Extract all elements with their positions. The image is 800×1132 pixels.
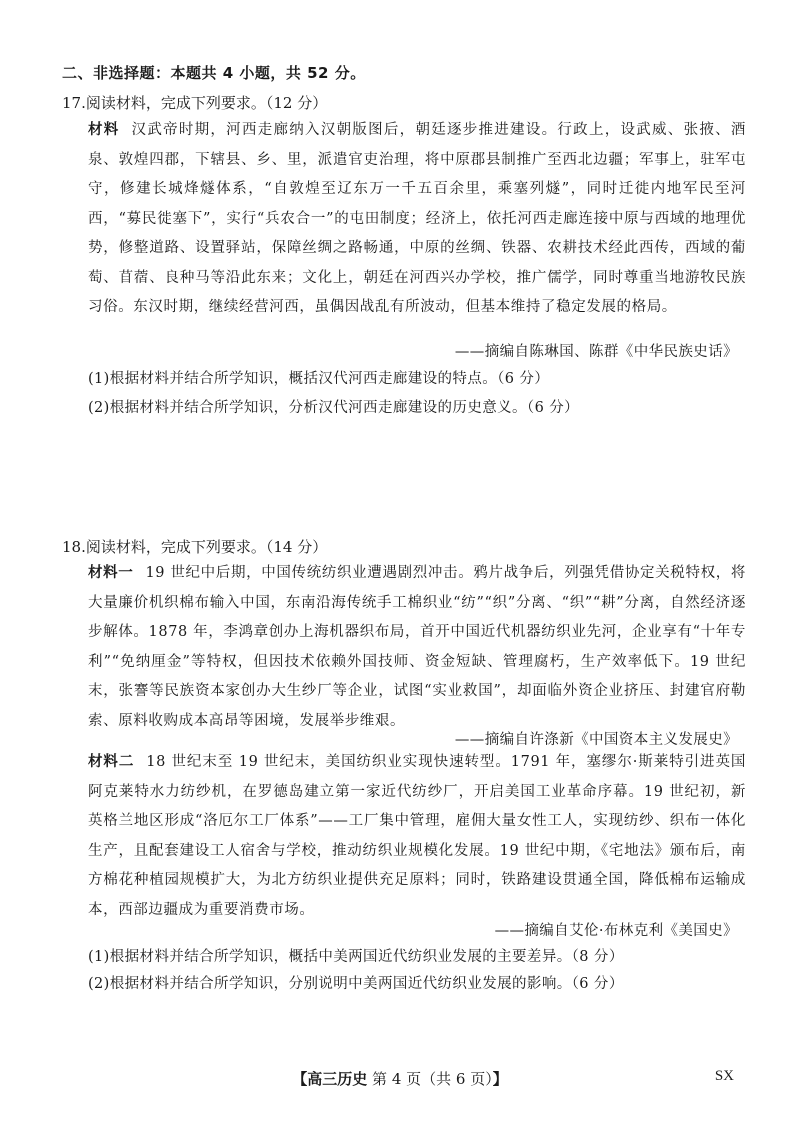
material-2-label: 材料二 bbox=[88, 754, 135, 770]
question-17-header: 17.阅读材料，完成下列要求。（12 分） bbox=[62, 94, 328, 112]
question-18-material-2 bbox=[88, 748, 746, 925]
question-18-source-2: ——摘编自艾伦·布林克利《美国史》 bbox=[494, 923, 738, 939]
question-17-sub-1: (1)根据材料并结合所学知识，概括汉代河西走廊建设的特点。（6 分） bbox=[88, 371, 550, 387]
section-title: 二、非选择题：本题共 4 小题，共 52 分。 bbox=[62, 64, 366, 82]
footer-subject: 【高三历史 bbox=[292, 1070, 368, 1088]
footer-close-bracket: 】 bbox=[492, 1070, 508, 1088]
material-text: 汉武帝时期，河西走廊纳入汉朝版图后，朝廷逐步推进建设。行政上，设武威、张掖、酒泉、敦煌四郡，下辖县、乡、里，派遣官吏治理，将中原郡县制推广至西北边疆；军事上，驻军屯守，修建长城烽燧体系，“自敦煌至辽东万一千五百余里，乘塞列燧”，同时迁徙内地军民至河西，“募民徙塞下”，实行“兵农合一”的屯田制度；经济上，依托河西走廊连接中原与西域的地理优势，修整道路、设置驿站，保障丝绸之路畅通，中原的丝绸、铁器、农耕技术经此西传，西域的葡萄、苜蓿、良种马等沿此东来；文化上，朝廷在河西兴办学校，推广儒学，同时尊重当地游牧民族习俗。东汉时期，继续经营河西，虽偶因战乱有所波动，但基本维持了稳定发展的格局。 bbox=[88, 122, 746, 315]
question-18-material-1 bbox=[88, 559, 746, 736]
question-17-source: ——摘编自陈琳国、陈群《中华民族史话》 bbox=[454, 344, 738, 360]
question-17-material bbox=[88, 116, 746, 323]
material-1-text: 19 世纪中后期，中国传统纺织业遭遇剧烈冲击。鸦片战争后，列强凭借协定关税特权，将大量廉价机织棉布输入中国，东南沿海传统手工棉织业“纺”“织”分离、“织”“耕”分离，自然经济逐步解体。1878 年，李鸿章创办上海机器织布局，首开中国近代机器纺织业先河，企业享有“十年专利”“免纳厘金”等特权，但因技术依赖外国技师、资金短缺、管理腐朽，生产效率低下。19 世纪末，张謇等民族资本家创办大生纱厂等企业，试图“实业救国”，却面临外资企业挤压、封建官府勒索、原料收购成本高昂等困境，发展举步维艰。 bbox=[88, 565, 746, 729]
material-label: 材料 bbox=[88, 122, 120, 138]
footer-code: SX bbox=[714, 1068, 734, 1084]
question-18-source-1: ——摘编自许涤新《中国资本主义发展史》 bbox=[454, 732, 738, 748]
question-17-sub-2: (2)根据材料并结合所学知识，分析汉代河西走廊建设的历史意义。（6 分） bbox=[88, 400, 580, 416]
question-18-sub-2: (2)根据材料并结合所学知识，分别说明中美两国近代纺织业发展的影响。（6 分） bbox=[88, 976, 624, 992]
question-18-header: 18.阅读材料，完成下列要求。（14 分） bbox=[62, 538, 328, 556]
material-1-label: 材料一 bbox=[88, 565, 134, 581]
material-2-text: 18 世纪末至 19 世纪末，美国纺织业实现快速转型。1791 年，塞缪尔·斯莱特引进英国阿克莱特水力纺纱机，在罗德岛建立第一家近代纺纱厂，开启美国工业革命序幕。19 世纪初，新英格兰地区形成“洛厄尔工厂体系”——工厂集中管理，雇佣大量女性工人，实现纺纱、织布一体化生产，且配套建设工人宿舍与学校，推动纺织业规模化发展。19 世纪中期，《宅地法》颁布后，南方棉花种植园规模扩大，为北方纺织业提供充足原料；同时，铁路建设贯通全国，降低棉布运输成本，西部边疆成为重要消费市场。 bbox=[88, 754, 746, 918]
page-footer bbox=[0, 1068, 800, 1089]
question-18-sub-1: (1)根据材料并结合所学知识，概括中美两国近代纺织业发展的主要差异。（8 分） bbox=[88, 949, 624, 965]
footer-page-number: 第 4 页（共 6 页） bbox=[372, 1070, 493, 1088]
